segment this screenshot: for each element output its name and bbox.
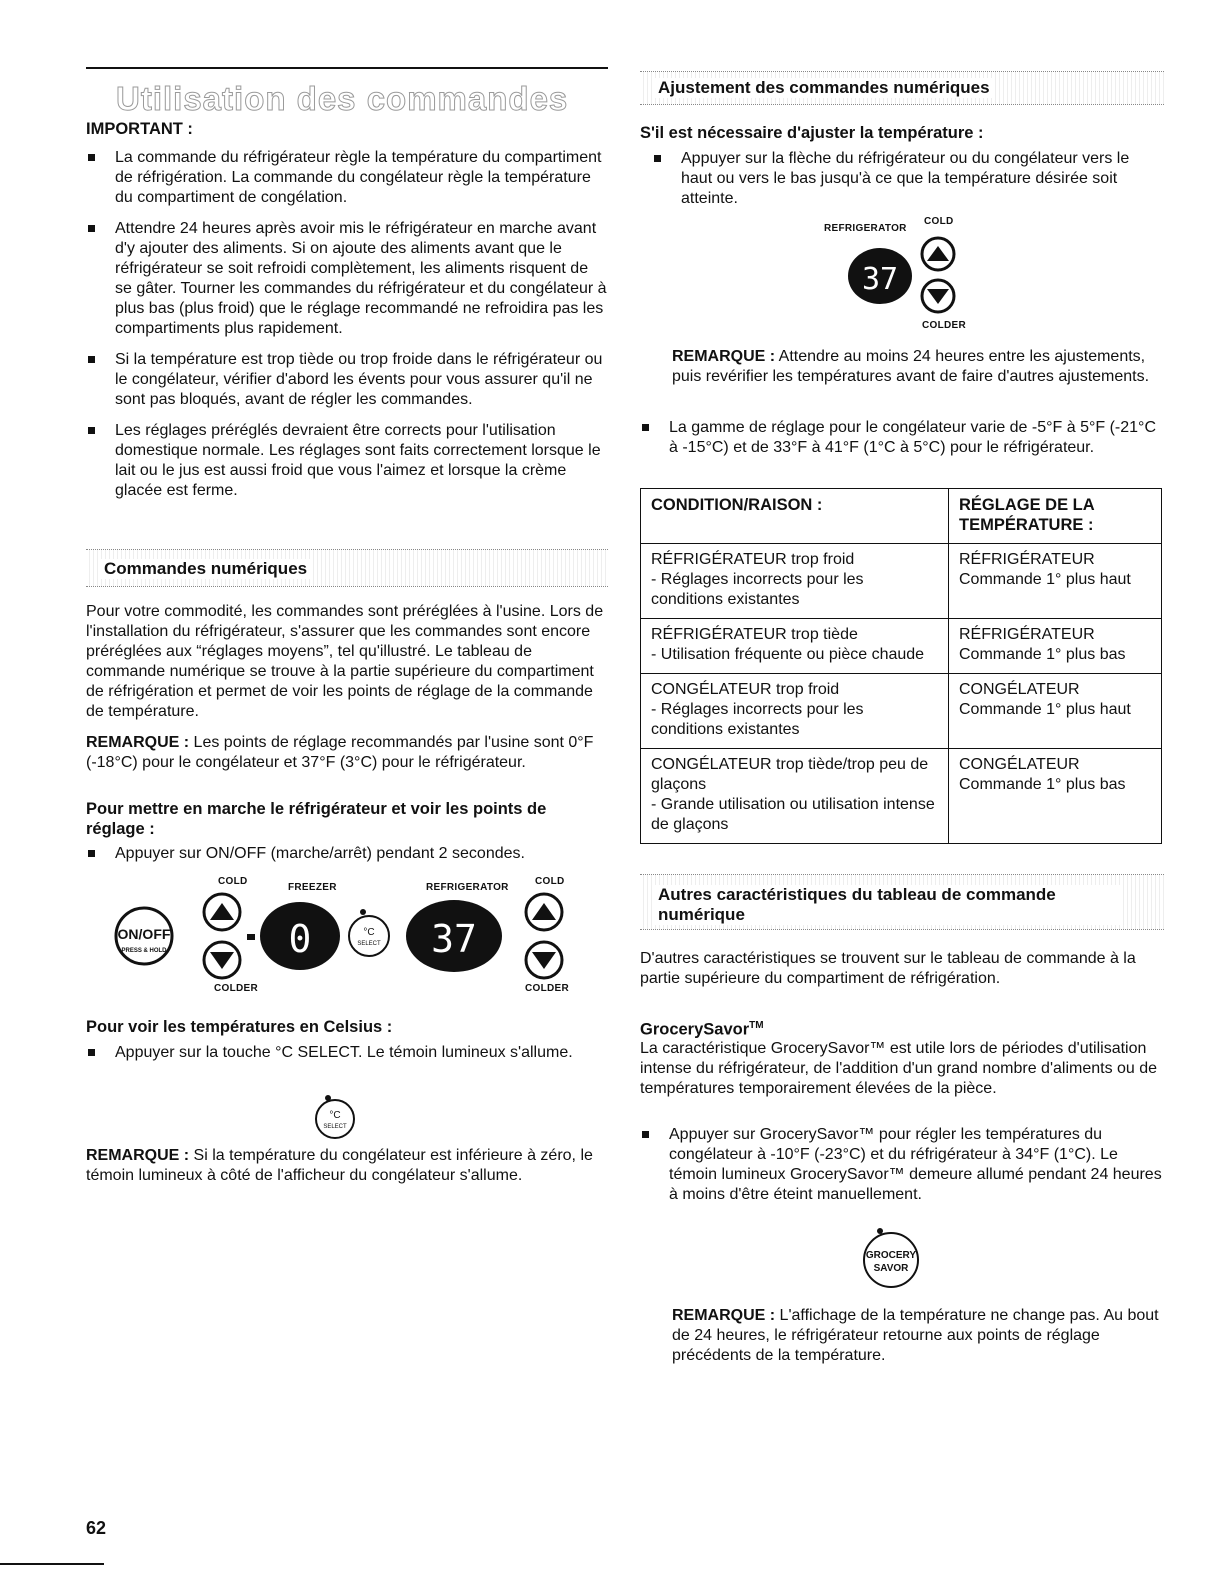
freezer-display-value: 0	[288, 917, 312, 961]
note-label: REMARQUE :	[672, 348, 776, 365]
unit-text: RÉFRIGÉRATEUR	[959, 626, 1095, 643]
grocerysavor-paragraph: La caractéristique GrocerySavor™ est utile lors de périodes d'utilisation intense du réfrigérateur, de l'addition d'un grand nombre d'aliments ou de températures temporairement élevées de la pièce.	[640, 1040, 1158, 1097]
action-text: Commande 1° plus bas	[959, 776, 1126, 793]
table-cell	[949, 544, 1162, 619]
page-number: 62	[86, 1518, 107, 1538]
grocerysavor-list	[640, 1125, 1164, 1216]
grocery-savor-icon	[853, 1226, 923, 1290]
cold-label-right: COLD	[535, 876, 565, 887]
start-list	[86, 844, 608, 875]
section-title: Autres caractéristiques du tableau de commande numérique	[654, 885, 1122, 925]
control-panel	[114, 872, 608, 997]
table-cell	[949, 619, 1162, 674]
digital-paragraph: Pour votre commodité, les commandes sont préréglées à l'usine. Lors de l'installation du réfrigérateur, s'assurer que les commandes sont encore préréglées aux “réglages moyens”, tel qu'illustré. Le tableau de commande numérique se trouve à la partie supérieure du compartiment de réfrigération et permet de voir les points de réglage de la commande de température.	[86, 603, 604, 720]
adjust-note	[672, 347, 1164, 387]
freezer-label: FREEZER	[288, 882, 337, 893]
celsius-list	[86, 1043, 608, 1074]
list-item: Appuyer sur ON/OFF (marche/arrêt) pendant 2 secondes.	[86, 844, 608, 864]
note-text: Attendre au moins 24 heures entre les ajustements, puis revérifier les températures avant de faire d'autres ajustements.	[672, 348, 1150, 385]
table-row	[641, 749, 1162, 844]
colder-label-right: COLDER	[525, 983, 570, 994]
title-rule	[86, 67, 608, 69]
fridge-display	[848, 248, 912, 304]
fridge-up-arrow-icon[interactable]	[526, 894, 562, 930]
cond-text: RÉFRIGÉRATEUR trop froid	[651, 551, 855, 568]
note-label: REMARQUE :	[86, 734, 190, 751]
unit-text: CONGÉLATEUR	[959, 756, 1080, 773]
reason-text: - Réglages incorrects pour les conditions existantes	[651, 701, 864, 738]
table-row	[641, 619, 1162, 674]
note-text: L'affichage de la température ne change pas. Au bout de 24 heures, le réfrigérateur retourne aux points de réglage précédents de la température.	[672, 1307, 1159, 1364]
onoff-label: ON/OFF	[117, 926, 171, 942]
cond-text: CONGÉLATEUR trop tiède/trop peu de glaçons	[651, 756, 929, 793]
section-title: Commandes numériques	[100, 559, 311, 579]
table-cell	[949, 674, 1162, 749]
unit-text: CONGÉLATEUR	[959, 681, 1080, 698]
onoff-button[interactable]	[116, 908, 172, 964]
note-label: REMARQUE :	[86, 1147, 190, 1164]
table-header-setting: RÉGLAGE DE LA TEMPÉRATURE :	[949, 489, 1162, 544]
grocerysavor-note	[672, 1306, 1164, 1366]
other-paragraph: D'autres caractéristiques se trouvent sur le tableau de commande à la partie supérieure du compartiment de réfrigération.	[640, 950, 1136, 987]
reason-text: - Réglages incorrects pour les conditions existantes	[651, 571, 864, 608]
c-select-illustration	[310, 1093, 360, 1141]
table-cell	[641, 749, 949, 844]
cold-label: COLD	[924, 216, 954, 227]
fridge-control-panel	[824, 214, 984, 334]
freezer-indicator-icon	[247, 934, 255, 940]
trademark: TM	[749, 1020, 764, 1031]
freezer-up-arrow-icon[interactable]	[204, 894, 240, 930]
fridge-down-arrow-icon[interactable]	[526, 942, 562, 978]
table-header-row	[641, 489, 1162, 544]
fridge-display-value: 37	[431, 917, 477, 961]
c-symbol-label: °C	[329, 1110, 341, 1121]
digital-note	[86, 733, 608, 773]
freezer-display	[260, 902, 340, 970]
action-text: Commande 1° plus haut	[959, 701, 1131, 718]
list-item: Appuyer sur la touche °C SELECT. Le témoin lumineux s'allume.	[86, 1043, 608, 1063]
footer-rule	[0, 1563, 104, 1565]
control-panel-graphic	[114, 872, 608, 997]
list-item: La gamme de réglage pour le congélateur varie de -5°F à 5°F (-21°C à -15°C) et de 33°F à 41°F (1°C à 5°C) pour le réfrigérateur.	[640, 418, 1164, 458]
adjust-list	[652, 149, 1164, 220]
table-cell	[641, 544, 949, 619]
colder-label: COLDER	[922, 320, 967, 331]
note-text: Les points de réglage recommandés par l'usine sont 0°F (-18°C) pour le congélateur et 37°F (3°C) pour le réfrigérateur.	[86, 734, 594, 771]
grocerysavor-title: GrocerySavor	[640, 1020, 750, 1039]
condition-table	[640, 488, 1162, 844]
unit-text: RÉFRIGÉRATEUR	[959, 551, 1095, 568]
list-item: Si la température est trop tiède ou trop froide dans le réfrigérateur ou le congélateur, vérifier d'abord les évents pour vous assurer qu'il ne sont pas bloqués, avant de régler les commandes.	[86, 350, 608, 410]
start-heading: Pour mettre en marche le réfrigérateur et voir les points de réglage :	[86, 800, 547, 838]
celsius-heading: Pour voir les températures en Celsius :	[86, 1018, 393, 1036]
action-text: Commande 1° plus haut	[959, 571, 1131, 588]
table-cell	[949, 749, 1162, 844]
select-label: SELECT	[357, 941, 381, 947]
list-item: La commande du réfrigérateur règle la température du compartiment de réfrigération. La commande du congélateur règle la température du compartiment de congélation.	[86, 148, 608, 208]
fridge-display	[406, 900, 502, 972]
list-item: Attendre 24 heures après avoir mis le réfrigérateur en marche avant d'y ajouter des aliments. Si on ajoute des aliments avant que le réfrigérateur se soit refroidi complètement, les aliments risquent de se gâter. Tourner les commandes du réfrigérateur et du congélateur à plus bas (plus froid) que le réglage recommandé ne refroidira pas les compartiments plus rapidement.	[86, 219, 608, 339]
table-cell	[641, 674, 949, 749]
reason-text: - Utilisation fréquente ou pièce chaude	[651, 646, 925, 663]
press-hold-label: PRESS & HOLD	[121, 948, 167, 954]
section-title: Ajustement des commandes numériques	[654, 78, 994, 98]
note-text: Si la température du congélateur est inférieure à zéro, le témoin lumineux à côté de l'afficheur du congélateur s'allume.	[86, 1147, 593, 1184]
list-item: Appuyer sur la flèche du réfrigérateur ou du congélateur vers le haut ou vers le bas jusqu'à ce que la température désirée soit atteinte.	[652, 149, 1164, 209]
cond-text: RÉFRIGÉRATEUR trop tiède	[651, 626, 858, 643]
up-arrow-icon[interactable]	[922, 238, 954, 270]
list-item: Appuyer sur GrocerySavor™ pour régler les températures du congélateur à -10°F (-23°C) et du réfrigérateur à 34°F (1°C). Le témoin lumineux GrocerySavor™ demeure allumé pendant 24 heures à moins d'être éteint manuellement.	[640, 1125, 1164, 1205]
note-label: REMARQUE :	[672, 1307, 776, 1324]
action-text: Commande 1° plus bas	[959, 646, 1126, 663]
c-select-button[interactable]	[349, 909, 389, 956]
cold-label: COLD	[218, 876, 248, 887]
table-header-condition: CONDITION/RAISON :	[641, 489, 949, 544]
important-label: IMPORTANT :	[86, 120, 193, 138]
down-arrow-icon[interactable]	[922, 280, 954, 312]
c-select-icon	[310, 1093, 360, 1141]
freezer-down-arrow-icon[interactable]	[204, 942, 240, 978]
colder-label: COLDER	[214, 983, 259, 994]
c-symbol-label: °C	[363, 927, 375, 938]
celsius-note	[86, 1146, 608, 1186]
list-item: Les réglages préréglés devraient être corrects pour l'utilisation domestique normale. Les réglages sont faits correctement lorsque le lait ou le jus est aussi froid que vous l'aimez et lorsque la crème glacée est ferme.	[86, 421, 608, 501]
table-cell	[641, 619, 949, 674]
select-label: SELECT	[323, 1124, 347, 1130]
section-heading-adjust	[640, 71, 1164, 105]
grocery-savor-button[interactable]	[853, 1226, 923, 1290]
grocery-label: GROCERY	[865, 1250, 917, 1261]
refrigerator-label: REFRIGERATOR	[824, 223, 907, 234]
adjust-subheading: S'il est nécessaire d'ajuster la température :	[640, 124, 984, 142]
grocerysavor-heading	[640, 1016, 1164, 1040]
section-heading-other	[640, 874, 1164, 930]
reason-text: - Grande utilisation ou utilisation intense de glaçons	[651, 796, 935, 833]
adjust-list-2	[640, 418, 1164, 469]
fridge-display-value: 37	[861, 262, 899, 297]
refrigerator-label: REFRIGERATOR	[426, 882, 509, 893]
cond-text: CONGÉLATEUR trop froid	[651, 681, 840, 698]
table-row	[641, 544, 1162, 619]
section-heading-digital	[86, 549, 608, 587]
savor-label: SAVOR	[873, 1263, 909, 1274]
table-row	[641, 674, 1162, 749]
important-list	[86, 148, 608, 512]
page-title: Utilisation des commandes	[116, 80, 569, 117]
